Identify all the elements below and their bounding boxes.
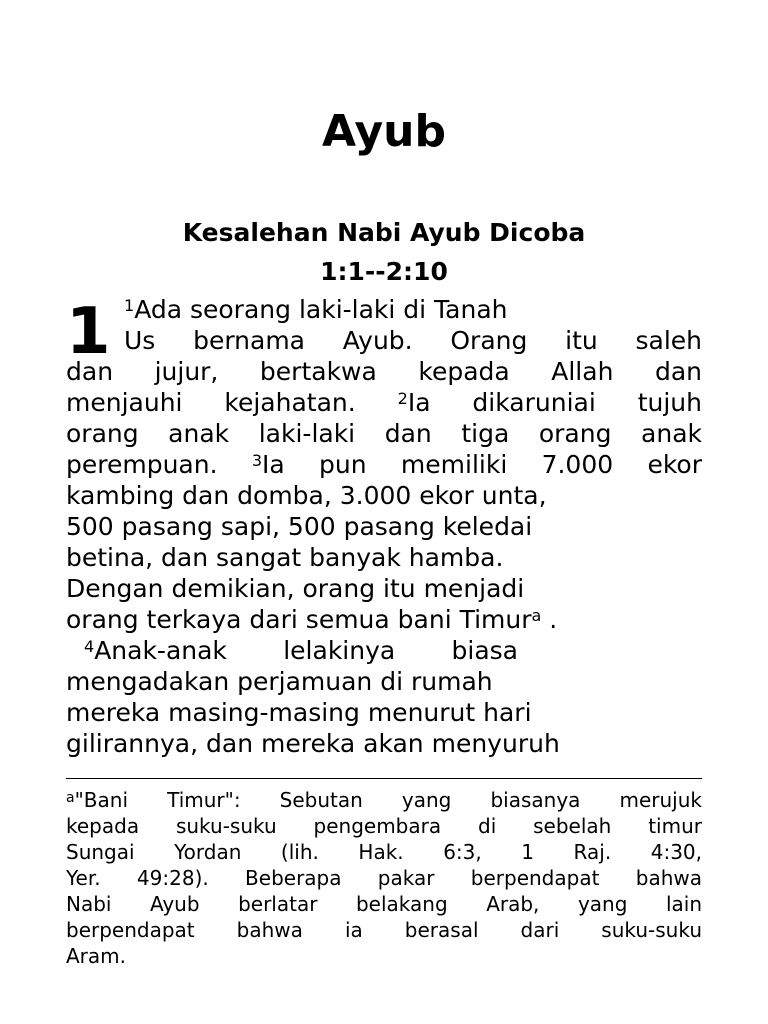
verse-text: mengadakan perjamuan di rumah (66, 667, 493, 696)
section-reference: 1:1--2:10 (320, 257, 448, 286)
body-line (66, 356, 702, 387)
body-line (66, 542, 503, 573)
body-line (124, 325, 702, 356)
verse-text: orang terkaya dari semua bani Timur (66, 605, 532, 634)
footnote-line: kepada suku-suku pengembara di sebelah timur (66, 814, 702, 838)
chapter-number: 1 (66, 295, 111, 369)
body-line (66, 511, 532, 542)
body-line (66, 604, 557, 635)
footnote-marker[interactable]: a (531, 606, 542, 625)
verse-text: Ada seorang laki-laki di Tanah (134, 295, 508, 324)
verse-text: Ia dikaruniai tujuh (407, 388, 702, 417)
body-line (84, 635, 518, 666)
verse-text: Anak-anak lelakinya biasa (94, 636, 518, 665)
footnote-line: berpendapat bahwa ia berasal dari suku-suku (66, 918, 702, 942)
verse-text: orang anak laki-laki dan tiga orang anak (66, 419, 702, 448)
verse-number: 4 (84, 637, 95, 656)
body-line (66, 697, 532, 728)
footnote-line (66, 788, 702, 814)
verse-text: dan jujur, bertakwa kepada Allah dan (66, 357, 702, 386)
book-title: Ayub (322, 106, 446, 157)
verse-text: Us bernama Ayub. Orang itu saleh (124, 326, 702, 355)
verse-number: 3 (251, 451, 263, 470)
section-heading: Kesalehan Nabi Ayub Dicoba (182, 218, 586, 247)
body-line (66, 449, 702, 480)
body-line (124, 294, 508, 325)
body-line (66, 418, 702, 449)
footnote-divider (66, 778, 702, 779)
footnote-marker: a (66, 790, 75, 806)
verse-text: mereka masing-masing menurut hari (66, 698, 532, 727)
footnote-line: Sungai Yordan (lih. Hak. 6:3, 1 Raj. 4:30, (66, 840, 702, 864)
verse-text: perempuan. (66, 450, 218, 479)
footnote-line: Nabi Ayub berlatar belakang Arab, yang lain (66, 892, 702, 916)
verse-text: menjauhi kejahatan. (66, 388, 356, 417)
body-line (66, 480, 547, 511)
verse-number: 1 (124, 296, 135, 315)
footnote-text: "Bani Timur": Sebutan yang biasanya merujuk (74, 788, 702, 812)
footnote-line: Aram. (66, 944, 126, 968)
verse-text: 500 pasang sapi, 500 pasang keledai (66, 512, 533, 541)
verse-text: . (541, 605, 558, 634)
verse-text: Dengan demikian, orang itu menjadi (66, 574, 525, 603)
verse-text: gilirannya, dan mereka akan menyuruh (66, 729, 560, 758)
verse-text: kambing dan domba, 3.000 ekor unta, (66, 481, 547, 510)
body-line (66, 666, 493, 697)
verse-text: betina, dan sangat banyak hamba. (66, 543, 504, 572)
body-line (66, 573, 524, 604)
body-line (66, 387, 702, 418)
verse-text: Ia pun memiliki 7.000 ekor (262, 450, 702, 479)
footnote-line: Yer. 49:28). Beberapa pakar berpendapat bahwa (66, 866, 702, 890)
body-line (66, 728, 560, 759)
verse-number: 2 (397, 389, 408, 408)
